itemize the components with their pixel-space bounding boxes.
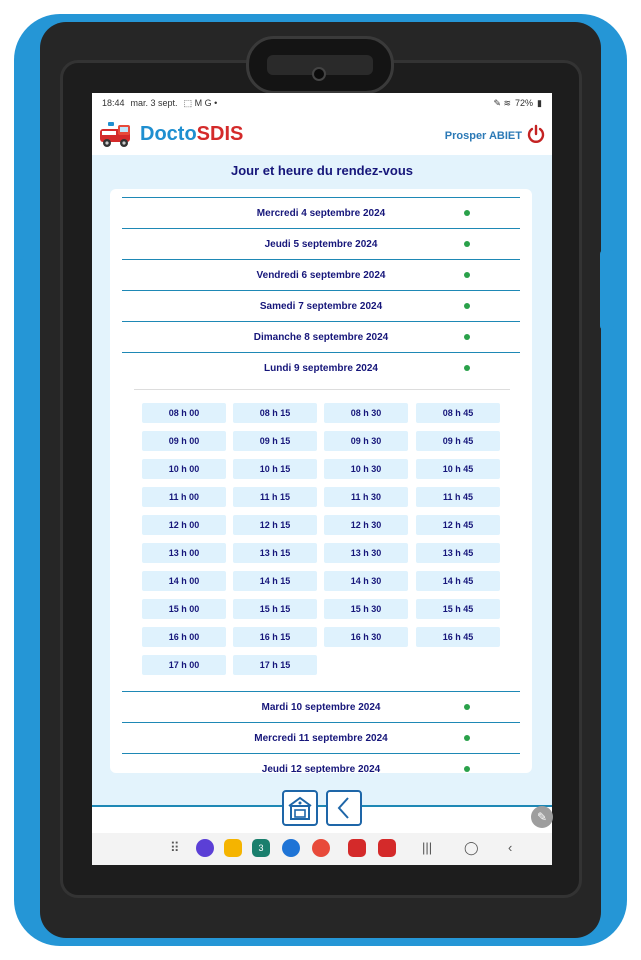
time-slot[interactable]: 12 h 30 [324, 515, 408, 535]
time-slot[interactable]: 14 h 15 [233, 571, 317, 591]
time-slot[interactable]: 14 h 45 [416, 571, 500, 591]
time-slot[interactable]: 16 h 15 [233, 627, 317, 647]
time-slot[interactable]: 09 h 00 [142, 431, 226, 451]
time-slot[interactable]: 12 h 15 [233, 515, 317, 535]
time-slot[interactable]: 09 h 15 [233, 431, 317, 451]
app-icon-doctosdis[interactable] [348, 839, 366, 857]
back-button[interactable] [326, 790, 362, 826]
page-title: Jour et heure du rendez-vous [230, 163, 414, 178]
time-slot[interactable]: 10 h 45 [416, 459, 500, 479]
day-label: Dimanche 8 septembre 2024 [253, 331, 389, 343]
status-date: mar. 3 sept. [130, 97, 178, 108]
time-slot[interactable]: 11 h 45 [416, 487, 500, 507]
time-slot[interactable]: 17 h 15 [233, 655, 317, 675]
edit-pencil-icon[interactable]: ✎ [531, 806, 553, 828]
app-header [92, 115, 552, 153]
time-slot[interactable]: 13 h 00 [142, 543, 226, 563]
time-slot[interactable]: 15 h 45 [416, 599, 500, 619]
time-slot[interactable]: 16 h 30 [324, 627, 408, 647]
time-slot[interactable]: 11 h 00 [142, 487, 226, 507]
day-row[interactable] [122, 321, 520, 352]
availability-dot-icon [464, 272, 470, 278]
app-icon-contacts[interactable] [312, 839, 330, 857]
day-label: Samedi 7 septembre 2024 [259, 300, 383, 312]
time-slot[interactable]: 08 h 45 [416, 403, 500, 423]
time-slot[interactable]: 08 h 15 [233, 403, 317, 423]
day-label: Jeudi 12 septembre 2024 [261, 763, 381, 773]
home-station-button[interactable] [282, 790, 318, 826]
day-label: Mercredi 4 septembre 2024 [256, 207, 386, 219]
availability-dot-icon [464, 766, 470, 772]
day-row[interactable] [122, 691, 520, 722]
appointment-card [110, 189, 532, 773]
bottom-divider [92, 805, 552, 807]
day-row[interactable] [122, 259, 520, 290]
availability-dot-icon [464, 365, 470, 371]
time-slot[interactable]: 08 h 30 [324, 403, 408, 423]
time-slot[interactable]: 12 h 45 [416, 515, 500, 535]
app-brand [140, 123, 243, 146]
availability-dot-icon [464, 704, 470, 710]
availability-dot-icon [464, 303, 470, 309]
time-slot[interactable]: 14 h 00 [142, 571, 226, 591]
day-row[interactable] [122, 722, 520, 753]
day-label: Jeudi 5 septembre 2024 [264, 238, 378, 250]
app-icon-doctosdis-2[interactable] [378, 839, 396, 857]
time-slot[interactable]: 13 h 30 [324, 543, 408, 563]
volume-button [600, 250, 614, 330]
availability-dot-icon [464, 334, 470, 340]
time-slot[interactable]: 13 h 45 [416, 543, 500, 563]
day-label: Mardi 10 septembre 2024 [261, 701, 381, 713]
app-icon-files[interactable] [224, 839, 242, 857]
time-slot[interactable]: 17 h 00 [142, 655, 226, 675]
time-slot[interactable]: 13 h 15 [233, 543, 317, 563]
time-slot[interactable]: 15 h 15 [233, 599, 317, 619]
time-slot[interactable]: 16 h 00 [142, 627, 226, 647]
time-slot[interactable]: 15 h 30 [324, 599, 408, 619]
home-icon[interactable]: ◯ [464, 840, 479, 855]
chevron-left-icon [334, 796, 354, 820]
day-label: Vendredi 6 septembre 2024 [256, 269, 386, 281]
time-slot[interactable]: 15 h 00 [142, 599, 226, 619]
app-icon-calendar[interactable]: 3 [252, 839, 270, 857]
time-slot[interactable]: 10 h 00 [142, 459, 226, 479]
recent-apps-icon[interactable]: ||| [422, 840, 433, 855]
time-slot[interactable]: 10 h 30 [324, 459, 408, 479]
camera-lens-icon [312, 67, 326, 81]
time-slot[interactable]: 08 h 00 [142, 403, 226, 423]
case-corner-bumper [14, 210, 24, 260]
day-label: Lundi 9 septembre 2024 [264, 362, 378, 374]
status-time: 18:44 [102, 97, 125, 108]
android-navigation-bar [92, 833, 552, 865]
signal-icon: ✎ ≋ [493, 97, 512, 108]
day-row[interactable] [122, 228, 520, 259]
time-slot[interactable]: 09 h 45 [416, 431, 500, 451]
battery-level: 72% [515, 98, 534, 108]
notification-icons: ⬚ M G • [183, 97, 218, 108]
time-slot[interactable]: 14 h 30 [324, 571, 408, 591]
divider [134, 389, 510, 390]
power-logout-icon[interactable] [526, 124, 546, 144]
content-area [92, 155, 552, 805]
back-nav-icon[interactable]: ‹ [508, 840, 513, 855]
time-slot[interactable]: 11 h 30 [324, 487, 408, 507]
app-icon-messages[interactable] [282, 839, 300, 857]
time-slot[interactable]: 11 h 15 [233, 487, 317, 507]
time-slot[interactable]: 12 h 00 [142, 515, 226, 535]
time-slot[interactable]: 10 h 15 [233, 459, 317, 479]
fire-truck-logo-icon [98, 119, 134, 149]
time-slot[interactable]: 16 h 45 [416, 627, 500, 647]
status-bar [92, 93, 552, 113]
device-screen [92, 93, 552, 865]
time-slot[interactable]: 09 h 30 [324, 431, 408, 451]
availability-dot-icon [464, 210, 470, 216]
day-row[interactable] [122, 197, 520, 228]
battery-icon: ▮ [537, 97, 542, 108]
day-row[interactable] [122, 753, 520, 773]
day-label: Mercredi 11 septembre 2024 [254, 732, 388, 744]
availability-dot-icon [464, 735, 470, 741]
camera-housing [246, 36, 394, 94]
availability-dot-icon [464, 241, 470, 247]
app-drawer-icon[interactable]: ⠿ [170, 840, 180, 855]
brand-docto: Docto [140, 123, 197, 145]
app-icon-samsung-internet[interactable] [196, 839, 214, 857]
user-name[interactable]: Prosper ABIET [444, 130, 522, 142]
day-row[interactable] [122, 290, 520, 321]
day-row-selected[interactable] [122, 352, 520, 383]
brand-sdis: SDIS [196, 123, 244, 145]
fire-station-icon [286, 794, 314, 822]
